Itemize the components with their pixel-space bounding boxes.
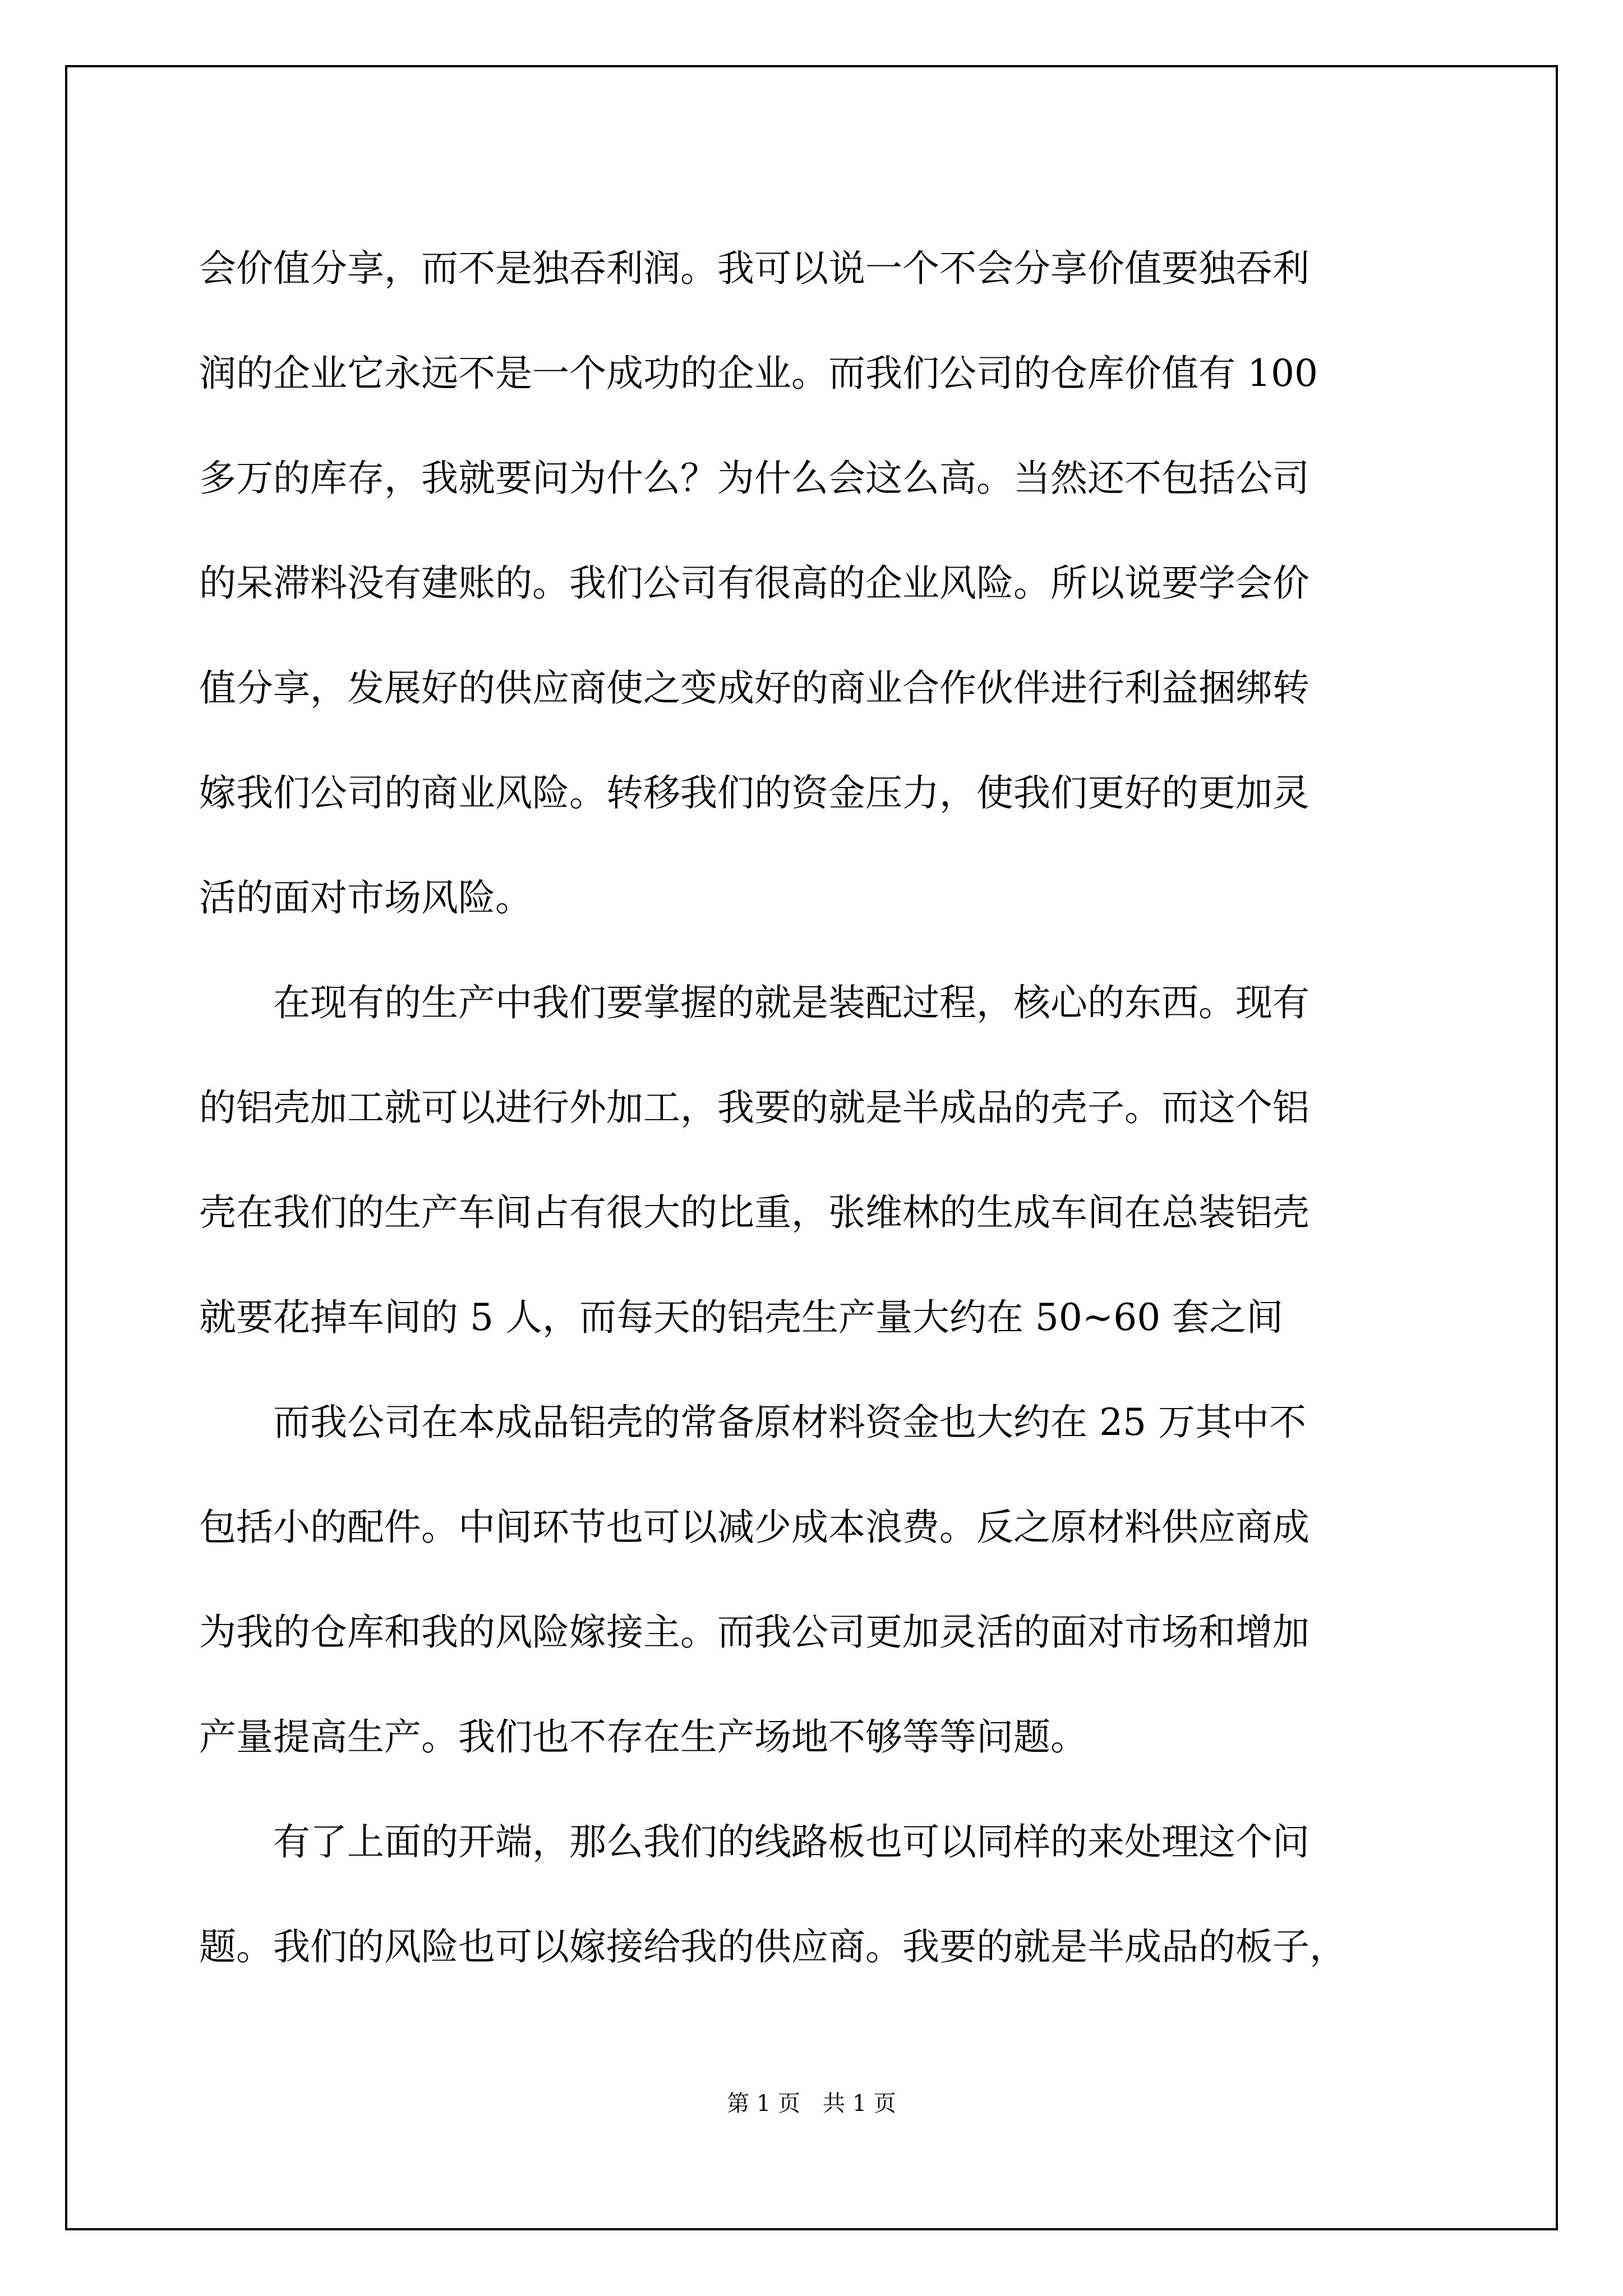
text-line: 活的面对市场风险。	[199, 876, 532, 919]
text-line: 包括小的配件。中间环节也可以减少成本浪费。反之原材料供应商成	[199, 1506, 1310, 1549]
text-line: 产量提高生产。我们也不存在生产场地不够等等问题。	[199, 1715, 1087, 1759]
paragraph-1	[199, 216, 1433, 950]
text-line: 嫁我们公司的商业风险。转移我们的资金压力，使我们更好的更加灵	[199, 771, 1310, 815]
text-line: 润的企业它永远不是一个成功的企业。而我们公司的仓库价值有 100	[199, 352, 1318, 395]
paragraph-2	[199, 950, 1433, 1370]
text-line: 会价值分享，而不是独吞利润。我可以说一个不会分享价值要独吞利	[199, 247, 1310, 290]
page-total: 共 1 页	[823, 2091, 896, 2116]
paragraph-3	[199, 1370, 1433, 1789]
text-line: 为我的仓库和我的风险嫁接主。而我公司更加灵活的面对市场和增加	[199, 1611, 1310, 1654]
text-line: 有了上面的开端，那么我们的线路板也可以同样的来处理这个问	[199, 1820, 1310, 1864]
text-line: 值分享，发展好的供应商使之变成好的商业合作伙伴进行利益捆绑转	[199, 666, 1310, 710]
text-line: 而我公司在本成品铝壳的常备原材料资金也大约在 25 万其中不	[199, 1401, 1306, 1444]
text-line: 就要花掉车间的 5 人，而每天的铝壳生产量大约在 50~60 套之间	[199, 1296, 1284, 1339]
page-number: 第 1 页	[727, 2091, 800, 2116]
text-line: 壳在我们的生产车间占有很大的比重，张维林的生成车间在总装铝壳	[199, 1191, 1310, 1234]
document-body	[199, 216, 1433, 1999]
text-line: 的呆滞料没有建账的。我们公司有很高的企业风险。所以说要学会价	[199, 562, 1310, 605]
page-footer	[0, 2086, 1623, 2118]
text-line: 多万的库存，我就要问为什么？为什么会这么高。当然还不包括公司	[199, 457, 1310, 500]
text-line: 题。我们的风险也可以嫁接给我的供应商。我要的就是半成品的板子，	[199, 1925, 1347, 1968]
text-line: 的铝壳加工就可以进行外加工，我要的就是半成品的壳子。而这个铝	[199, 1086, 1310, 1129]
paragraph-4	[199, 1789, 1433, 1999]
text-line: 在现有的生产中我们要掌握的就是装配过程，核心的东西。现有	[199, 981, 1310, 1024]
